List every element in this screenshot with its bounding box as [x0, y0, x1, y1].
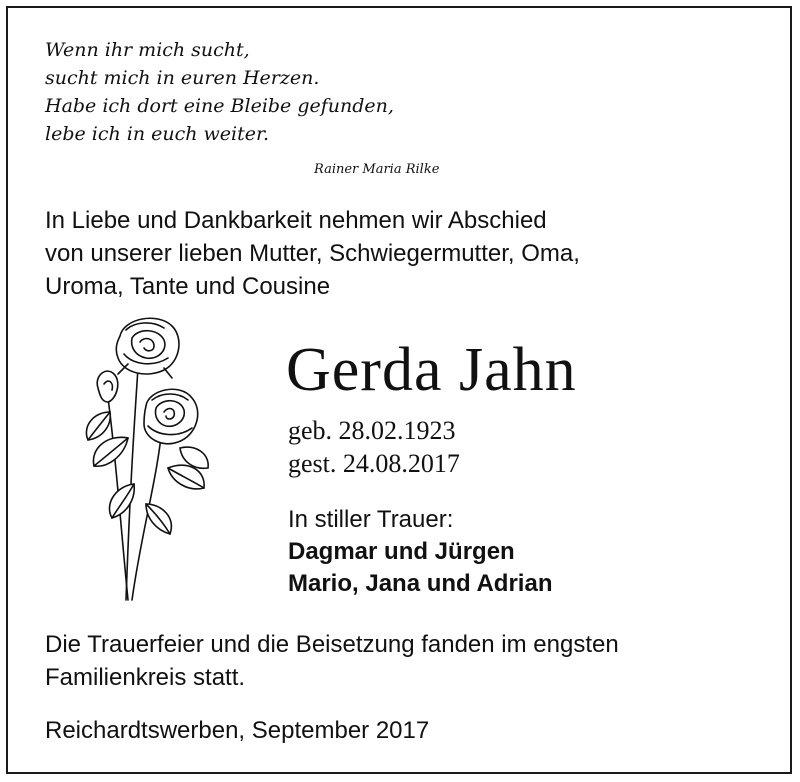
- poem-line: Habe ich dort eine Bleibe gefunden,: [45, 95, 394, 117]
- poem-quote: [45, 36, 475, 148]
- poem-line: Wenn ihr mich sucht,: [45, 39, 250, 61]
- rose-drawing-icon: [68, 308, 228, 608]
- intro-line: von unserer lieben Mutter, Schwiegermutter, Oma,: [45, 240, 580, 267]
- notice-line: Familienkreis statt.: [45, 664, 246, 691]
- intro-line: Uroma, Tante und Cousine: [45, 273, 331, 300]
- intro-text: [45, 204, 685, 303]
- place-and-date: Reichardtswerben, September 2017: [45, 717, 430, 744]
- mourners-block: [288, 504, 552, 600]
- funeral-notice: [45, 628, 745, 694]
- poem-author: Rainer Maria Rilke: [314, 162, 440, 177]
- death-date: gest. 24.08.2017: [288, 449, 460, 478]
- mourner-names: Dagmar und Jürgen: [288, 538, 515, 565]
- life-dates: [288, 414, 460, 480]
- poem-line: lebe ich in euch weiter.: [45, 123, 270, 145]
- poem-line: sucht mich in euren Herzen.: [45, 67, 320, 89]
- intro-line: In Liebe und Dankbarkeit nehmen wir Abschied: [45, 207, 547, 234]
- mourners-heading: In stiller Trauer:: [288, 506, 454, 533]
- deceased-name: Gerda Jahn: [286, 336, 577, 404]
- notice-line: Die Trauerfeier und die Beisetzung fanden im engsten: [45, 631, 619, 658]
- birth-date: geb. 28.02.1923: [288, 416, 456, 445]
- mourner-names: Mario, Jana und Adrian: [288, 570, 553, 597]
